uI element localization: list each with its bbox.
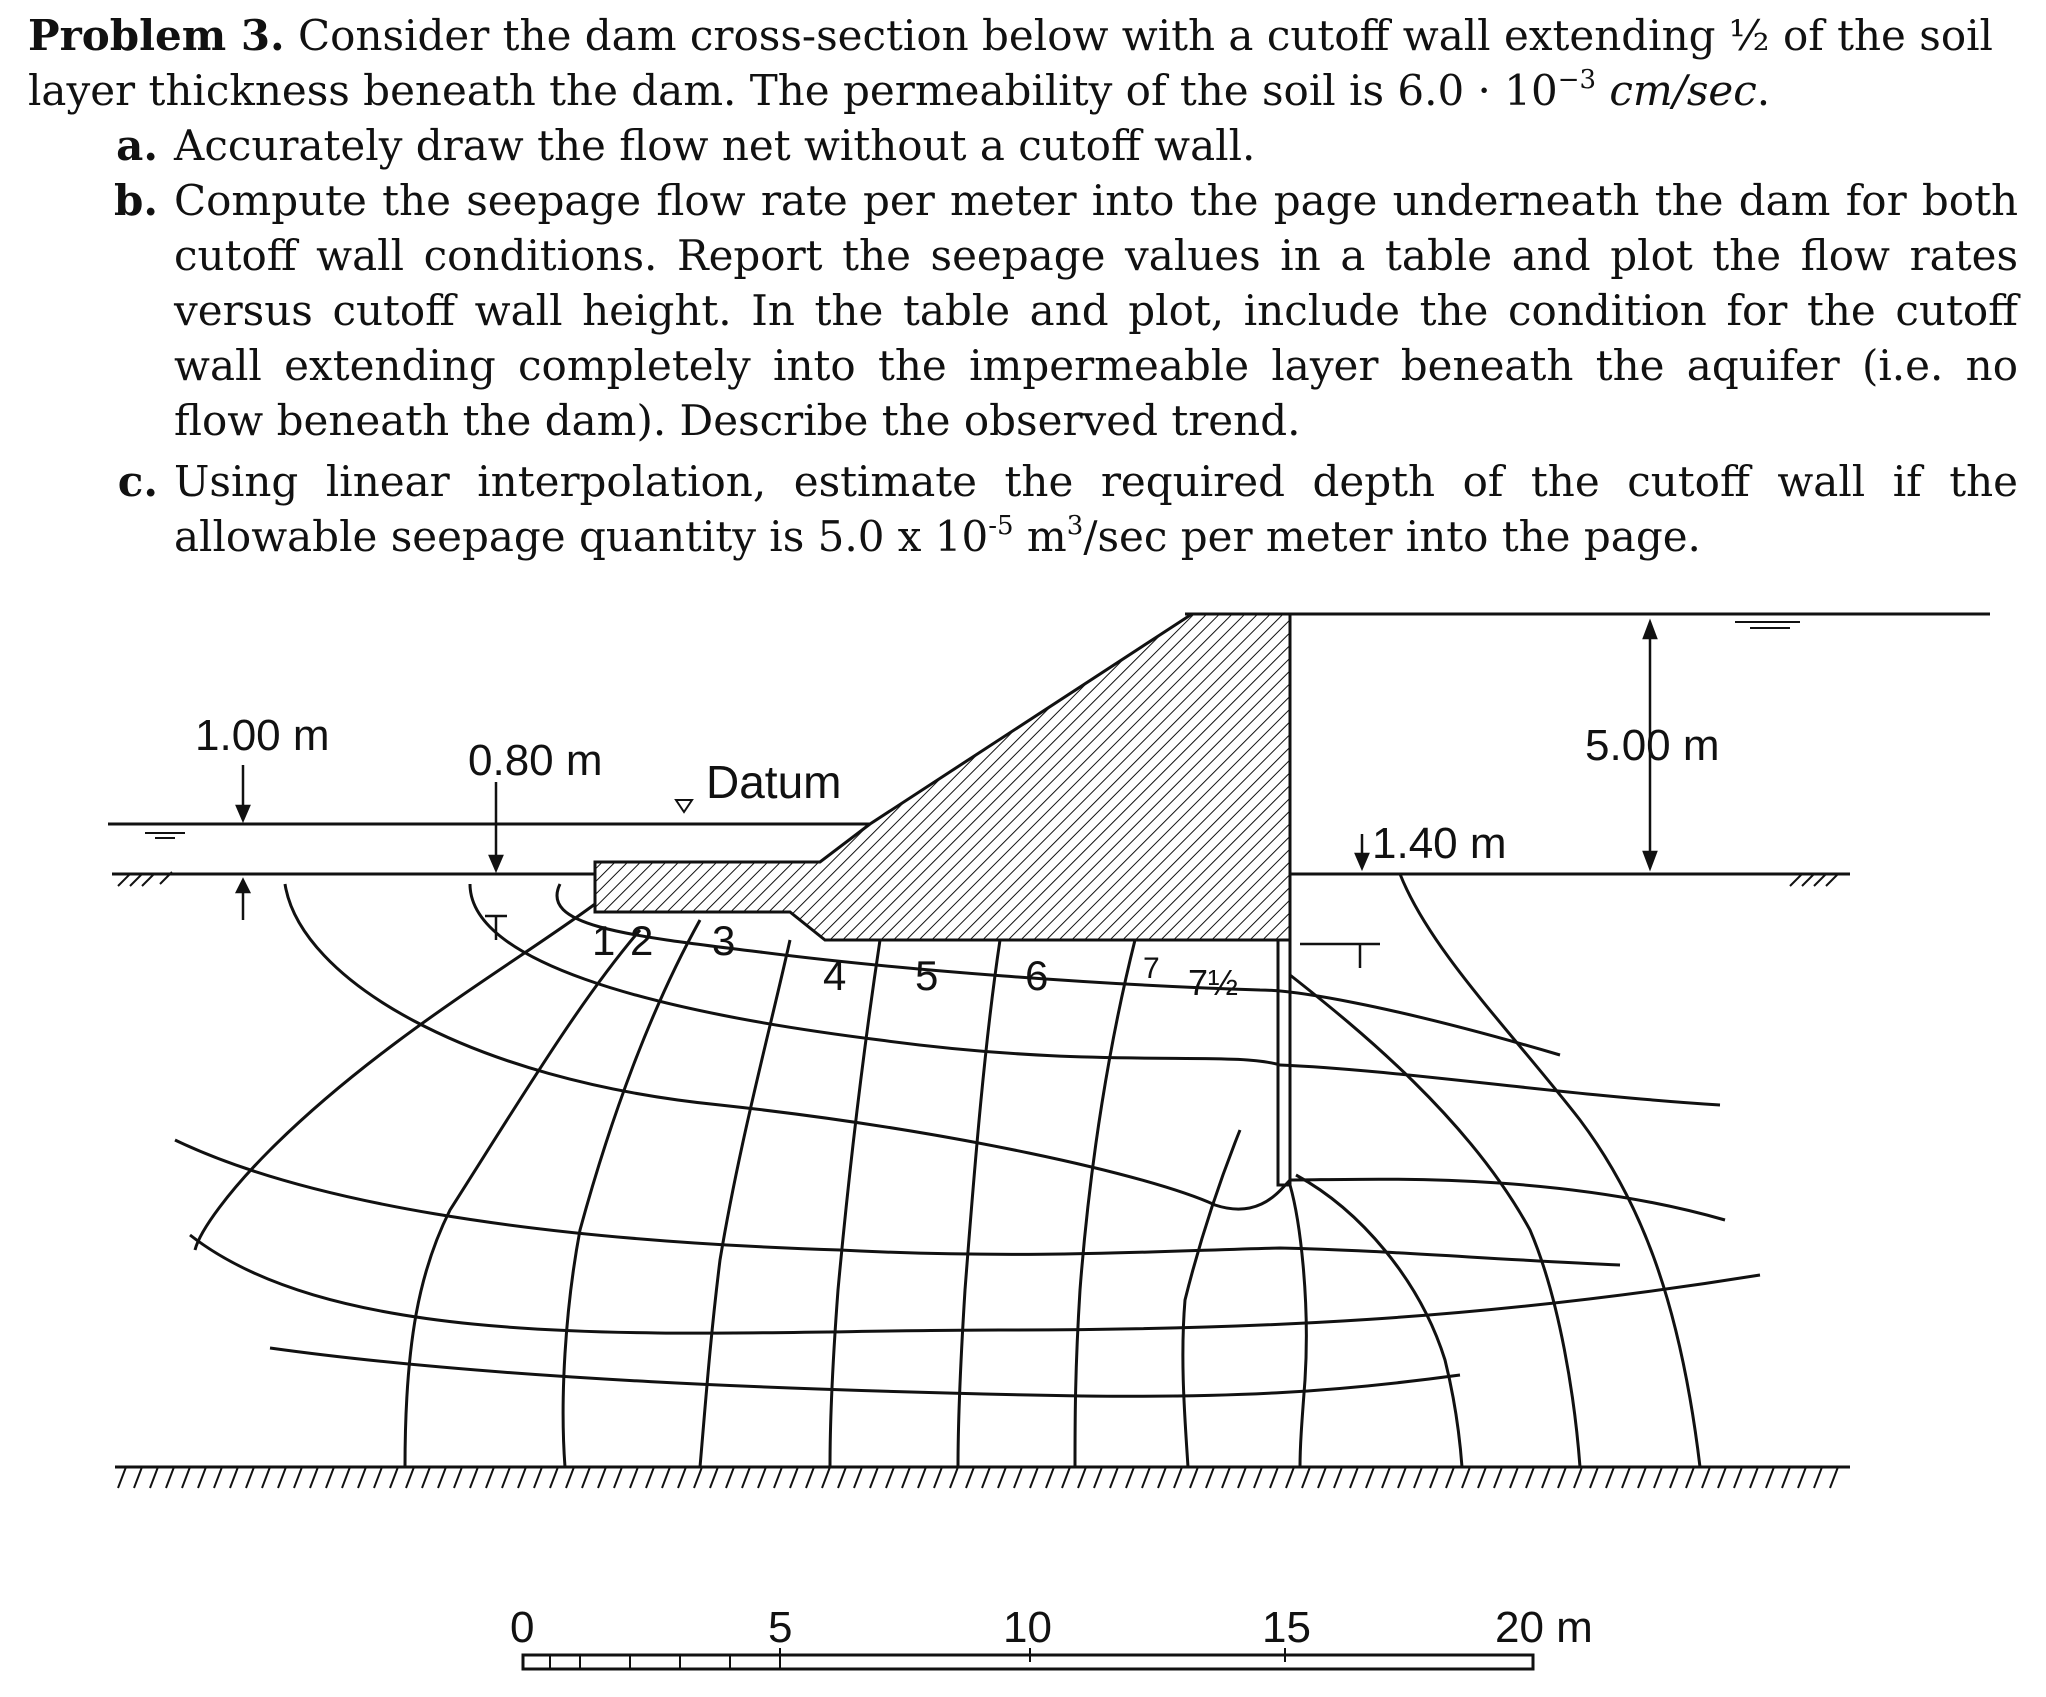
dim-080m-label: 0.80 m [468,736,603,785]
scale-label-15: 15 [1262,1603,1311,1652]
scale-label-20: 20 m [1495,1603,1593,1652]
drop-label-6: 6 [1025,952,1049,999]
problem-intro: Problem 3. Consider the dam cross-section below with a cutoff wall extending ½ of the soil layer thickness beneath the dam. The permeability of the soil is $6.0 \cdot 10^{-3}$ cm/sec. [28,11,1993,115]
problem-label: Problem 3. [28,11,285,60]
drop-label-5: 5 [915,952,939,999]
scale-label-10: 10 [1003,1603,1052,1652]
equipotential-6 [958,940,1000,1467]
item-c: c. Using linear interpolation, estimate the required depth of the cutoff wall if the allowable seepage quantity is 5.0 x $10^{-5}$ $m^3/\sec$ per meter into the page. [117,457,2018,561]
drop-label-7-5: 7½ [1188,962,1239,1003]
equipotential-7 [1075,940,1135,1467]
drop-label-4: 4 [823,952,847,999]
datum-label: Datum [706,756,842,808]
dim-1m-label: 1.00 m [195,711,330,760]
flow-line-5 [190,1235,1760,1333]
dim-140m-label: 1.40 m [1372,819,1507,868]
equipotential-8 [1183,1130,1240,1467]
item-b: b. Compute the seepage flow rate per meter into the page underneath the dam for both cutoff wall conditions. Report the seepage values in a table and plot the flow rates versus cutoff wall height. In the table and plot, include the condition for the cutoff wall extending completely into the impermeable layer beneath the aquifer (i.e. no flow beneath the dam). Describe the observed trend. [114,176,2018,445]
impermeable-base [115,1467,1850,1488]
scale-labels [510,1603,1593,1652]
downstream-water-surface [1185,614,1990,628]
item-a: a. Accurately draw the flow net without a cutoff wall. [116,121,1256,170]
drop-label-1: 1 [592,917,616,964]
flow-line-6 [270,1348,1460,1396]
drop-label-7: 7 [1143,952,1160,985]
flow-line-4 [175,1140,1620,1265]
equipotential-9 [1290,1185,1306,1467]
cutoff-wall [1278,940,1290,1185]
scale-label-0: 0 [510,1603,535,1652]
drop-label-3: 3 [712,917,736,964]
upstream-water-surface [108,824,870,838]
drop-label-2: 2 [630,917,654,964]
scale-label-5: 5 [768,1603,793,1652]
flow-lines [175,884,1760,1396]
dim-5m-label: 5.00 m [1585,721,1720,770]
dam-body [595,614,1290,940]
equipotential-5 [830,940,880,1467]
equipotential-lines [195,874,1700,1467]
